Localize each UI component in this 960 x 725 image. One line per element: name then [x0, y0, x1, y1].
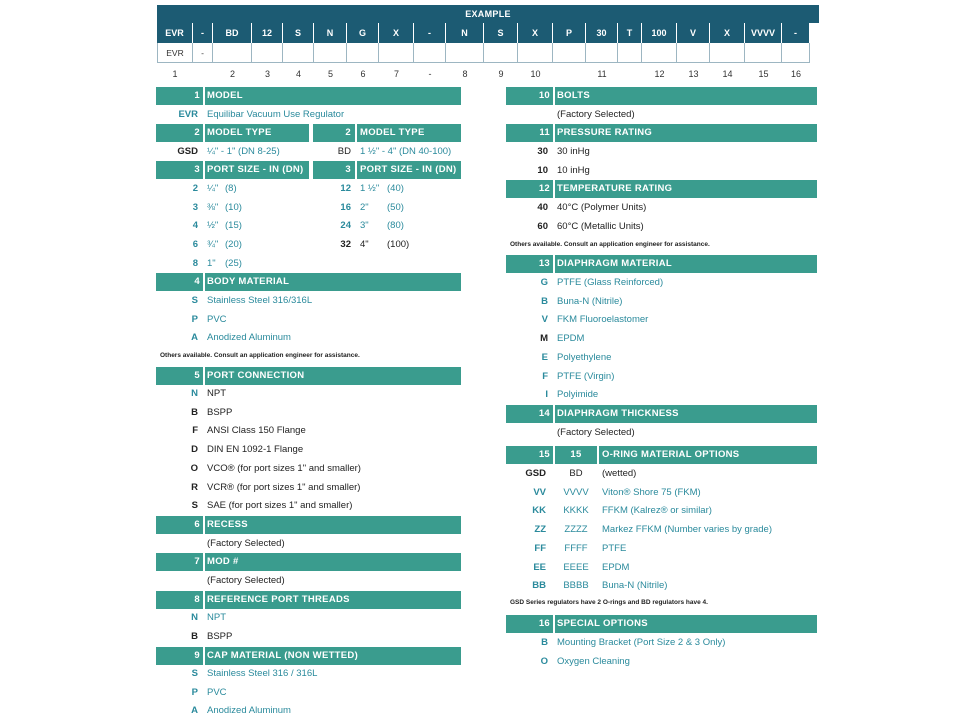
port-size-inches: 2" [360, 201, 369, 213]
example-header-cell: V [677, 23, 710, 43]
item-code: B [541, 295, 548, 307]
port-size-code: 24 [340, 220, 351, 232]
item-code: I [545, 389, 548, 401]
port-size-code: 6 [192, 239, 198, 251]
example-position-number: 16 [790, 69, 801, 79]
example-input-cell [553, 43, 586, 63]
example-input-cell [677, 43, 710, 63]
item-code: A [191, 332, 198, 344]
example-header-cell: X [379, 23, 414, 43]
item-description: ANSI Class 150 Flange [207, 425, 306, 437]
item-code: G [540, 277, 548, 288]
example-input-cell [710, 43, 745, 63]
oring-gsd-code: VV [533, 486, 546, 498]
item-code: B [541, 637, 548, 648]
port-size-inches: 4" [360, 239, 369, 251]
temperature-note: Others available. Consult an application engineer for assistance. [510, 241, 710, 248]
oring-description: Markez FFKM (Number varies by grade) [602, 524, 772, 536]
oring-description: Viton® Shore 75 (FKM) [602, 486, 701, 498]
port-size-dn: (15) [225, 220, 242, 232]
oring-bd-code: EEEE [563, 561, 589, 573]
item-code: E [541, 351, 548, 363]
item-code: F [542, 370, 548, 382]
example-position-number: 8 [462, 69, 468, 79]
section-header-model [156, 87, 461, 105]
example-position-number: 6 [360, 69, 366, 79]
item-code: O [190, 462, 198, 474]
oring-gsd-code: FF [534, 542, 546, 554]
oring-description: EPDM [602, 561, 630, 573]
example-position-number: 11 [597, 69, 607, 79]
port-size-inches: ⅜" [207, 201, 219, 213]
example-input-cell [283, 43, 314, 63]
item-code: P [191, 313, 198, 325]
section-header-special-options: 16 SPECIAL OPTIONS [506, 615, 817, 633]
item-description: 40°C (Polymer Units) [557, 202, 647, 213]
example-position-number [618, 69, 642, 79]
example-input-cell [782, 43, 810, 63]
example-input-cell [213, 43, 252, 63]
example-input-cell [518, 43, 553, 63]
section-header-diaphragm-material: 13 DIAPHRAGM MATERIAL [506, 255, 817, 273]
item-description: PTFE (Glass Reinforced) [557, 277, 664, 288]
item-code: D [191, 444, 198, 456]
section-header-pressure-rating: 11 PRESSURE RATING [506, 124, 817, 142]
item-description: 10 inHg [557, 164, 590, 176]
item-code: A [191, 705, 198, 717]
port-size-dn: (8) [225, 183, 237, 194]
example-header-cell: - [193, 23, 213, 43]
section-header-body-material: 4 BODY MATERIAL [156, 273, 461, 291]
example-position-number: 4 [295, 69, 301, 79]
example-position-number: 7 [393, 69, 399, 79]
oring-gsd-code: BB [532, 580, 546, 592]
port-size-dn: (80) [387, 220, 404, 232]
example-header-cell: - [782, 23, 810, 43]
item-description: PTFE (Virgin) [557, 370, 615, 382]
item-description: PVC [207, 686, 227, 698]
port-size-dn: (40) [387, 183, 404, 194]
example-input-cell [314, 43, 347, 63]
section-header-model-type-bd: 2 MODEL TYPE [313, 124, 461, 142]
item-code: P [191, 686, 198, 698]
example-input-cell [484, 43, 518, 63]
example-input-cell [642, 43, 677, 63]
port-size-code: 3 [192, 201, 198, 213]
item-description: BSPP [207, 630, 233, 642]
example-header-cell: S [484, 23, 518, 43]
example-header-cell: - [414, 23, 446, 43]
example-input-cell [745, 43, 782, 63]
item-code: 40 [537, 202, 548, 213]
item-description: Stainless Steel 316/316L [207, 295, 313, 306]
example-input-cell: EVR [157, 43, 193, 63]
oring-description: (wetted) [602, 468, 637, 479]
port-size-inches: ½" [207, 220, 219, 232]
item-description: BSPP [207, 406, 233, 418]
oring-gsd-code: KK [532, 505, 546, 517]
port-size-inches: 3" [360, 220, 369, 232]
section-header-port-connection: 5 PORT CONNECTION [156, 367, 461, 385]
section-header-model-type-gsd: 2 MODEL TYPE [156, 124, 309, 142]
item-description: Mounting Bracket (Port Size 2 & 3 Only) [557, 637, 726, 648]
item-description: NPT [207, 388, 226, 399]
section-header-cap-material: 9 CAP MATERIAL (NON WETTED) [156, 647, 461, 665]
port-size-inches: 1 ½" [360, 183, 380, 194]
port-size-dn: (100) [387, 239, 410, 251]
port-size-code: 4 [192, 220, 198, 232]
example-position-number: 15 [758, 69, 769, 79]
example-header-cell: X [518, 23, 553, 43]
port-size-dn: (20) [225, 239, 242, 251]
item-description: Anodized Aluminum [207, 332, 291, 344]
port-size-code: 32 [340, 239, 351, 251]
section-header-port-size-b: 3 PORT SIZE - IN (DN) [313, 161, 461, 179]
item-description: Polyethylene [557, 351, 612, 363]
example-position-number: - [428, 69, 432, 79]
item-description: 60°C (Metallic Units) [557, 220, 644, 232]
port-size-code: 2 [192, 183, 198, 194]
example-position-number: 1 [172, 69, 178, 79]
item-description: DIN EN 1092-1 Flange [207, 444, 304, 456]
example-position-number: 3 [264, 69, 270, 79]
item-code: S [191, 295, 198, 306]
oring-bd-code: ZZZZ [564, 524, 588, 536]
oring-bd-code: KKKK [563, 505, 589, 517]
example-input-cell: - [193, 43, 213, 63]
section-number: 1 [194, 90, 200, 101]
oring-gsd-code: ZZ [534, 524, 546, 536]
example-position-numbers [157, 69, 819, 79]
item-code: B [191, 630, 198, 642]
item-description: VCO® (for port sizes 1" and smaller) [207, 462, 361, 474]
example-input-cell [414, 43, 446, 63]
example-header-cell: 12 [252, 23, 283, 43]
item-description: Polyimide [557, 389, 599, 401]
example-position-number [193, 69, 213, 79]
port-size-inches: 1" [207, 257, 216, 269]
port-size-dn: (10) [225, 201, 242, 213]
oring-gsd-code: GSD [525, 468, 546, 479]
example-header-cell: EVR [157, 23, 193, 43]
item-description: VCR® (for port sizes 1" and smaller) [207, 481, 361, 493]
item-description: Oxygen Cleaning [557, 655, 630, 667]
port-size-code: 12 [340, 183, 351, 194]
item-description: Buna-N (Nitrile) [557, 295, 623, 307]
oring-bd-code: FFFF [564, 542, 588, 554]
example-input-cell [347, 43, 379, 63]
example-header-cell: T [618, 23, 642, 43]
item-description: FKM Fluoroelastomer [557, 314, 649, 326]
section-header-port-size-a: 3 PORT SIZE - IN (DN) [156, 161, 309, 179]
example-header-cell: N [314, 23, 347, 43]
example-header-cell: 30 [586, 23, 618, 43]
section-header-bolts: 10 BOLTS [506, 87, 817, 105]
example-title: EXAMPLE [157, 5, 819, 23]
item-code: N [191, 388, 198, 399]
port-size-inches: ¼" [207, 183, 219, 194]
item-description: NPT [207, 612, 226, 623]
item-description: SAE (for port sizes 1" and smaller) [207, 500, 353, 512]
item-code: V [541, 314, 548, 326]
oring-bd-code: BBBB [563, 580, 589, 592]
section-header-oring-material: 15 15 O-RING MATERIAL OPTIONS [506, 446, 817, 464]
oring-note: GSD Series regulators have 2 O-rings and BD regulators have 4. [510, 599, 708, 606]
oring-gsd-code: EE [533, 561, 546, 573]
section-title: MODEL [207, 90, 243, 101]
item-code: F [192, 425, 198, 437]
item-description: 30 inHg [557, 146, 590, 157]
example-position-number: 9 [498, 69, 504, 79]
example-header-cell: P [553, 23, 586, 43]
item-code: B [191, 406, 198, 418]
item-code: 30 [537, 146, 548, 157]
example-input-cell [252, 43, 283, 63]
example-position-number: 2 [229, 69, 235, 79]
example-header-cell: S [283, 23, 314, 43]
item-code: N [191, 612, 198, 623]
example-header-cell: X [710, 23, 745, 43]
section-header-reference-port-threads: 8 REFERENCE PORT THREADS [156, 591, 461, 609]
example-header-cell: G [347, 23, 379, 43]
oring-description: Buna-N (Nitrile) [602, 580, 668, 592]
example-header-cell: N [446, 23, 484, 43]
section-header-recess: 6 RECESS [156, 516, 461, 534]
port-size-dn: (50) [387, 201, 404, 213]
example-header-cell: VVVV [745, 23, 782, 43]
body-material-note: Others available. Consult an application engineer for assistance. [160, 352, 360, 359]
item-description: Stainless Steel 316 / 316L [207, 668, 318, 679]
port-size-code: 8 [192, 257, 198, 269]
item-description: Anodized Aluminum [207, 705, 291, 717]
example-header-row [157, 23, 819, 43]
example-position-number: 10 [530, 69, 541, 79]
example-table [157, 5, 819, 63]
section-header-temperature-rating: 12 TEMPERATURE RATING [506, 180, 817, 198]
item-code: 10 [537, 164, 548, 176]
example-input-cell [379, 43, 414, 63]
item-description: PVC [207, 313, 227, 325]
item-code: S [191, 668, 198, 679]
example-header-cell: 100 [642, 23, 677, 43]
example-position-number: 12 [654, 69, 665, 79]
item-code: 60 [537, 220, 548, 232]
example-position-number [553, 69, 586, 79]
example-position-number: 5 [327, 69, 333, 79]
example-position-number: 14 [722, 69, 733, 79]
section-header-mod: 7 MOD # [156, 553, 461, 571]
oring-bd-code: VVVV [563, 486, 589, 498]
example-input-cell [586, 43, 618, 63]
oring-bd-code: BD [569, 468, 583, 479]
item-code: S [191, 500, 198, 512]
port-size-code: 16 [340, 201, 351, 213]
example-input-cell [618, 43, 642, 63]
item-code: O [540, 655, 548, 667]
port-size-dn: (25) [225, 257, 242, 269]
example-position-number: 13 [688, 69, 699, 79]
item-code: M [540, 333, 548, 345]
oring-description: FFKM (Kalrez® or similar) [602, 505, 712, 517]
port-size-inches: ¾" [207, 239, 219, 251]
example-input-cell [446, 43, 484, 63]
example-input-row [157, 43, 819, 63]
item-description: EPDM [557, 333, 585, 345]
item-code: R [191, 481, 198, 493]
oring-description: PTFE [602, 542, 627, 554]
section-header-diaphragm-thickness: 14 DIAPHRAGM THICKNESS [506, 405, 817, 423]
example-header-cell: BD [213, 23, 252, 43]
